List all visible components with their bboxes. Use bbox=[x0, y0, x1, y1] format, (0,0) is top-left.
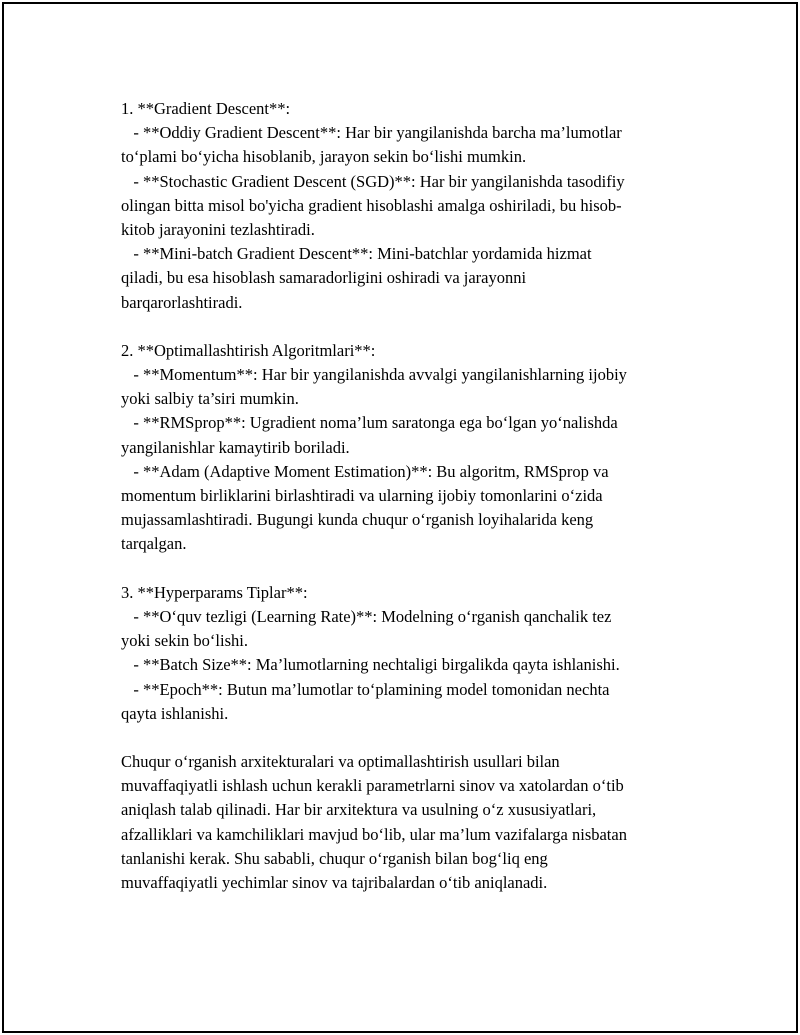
section-heading: 2. **Optimallashtirish Algoritmlari**: bbox=[121, 340, 376, 360]
text-line: yoki sekin bo‘lishi. bbox=[121, 631, 248, 651]
text-line: - **Momentum**: Har bir yangilanishda avvalgi yangilanishlarning ijobiy bbox=[121, 365, 627, 385]
text-line: qiladi, bu esa hisoblash samaradorligini oshiradi va jarayonni bbox=[121, 268, 527, 288]
text-line: - **Oddiy Gradient Descent**: Har bir yangilanishda barcha ma’lumotlar bbox=[121, 123, 622, 143]
text-line: olingan bitta misol bo'yicha gradient hisoblashi amalga oshiriladi, bu hisob- bbox=[121, 195, 622, 215]
text-line: momentum birliklarini birlashtiradi va ularning ijobiy tomonlarini o‘zida bbox=[121, 486, 603, 505]
text-line: afzalliklari va kamchiliklari mavjud bo‘lib, ular ma’lum vazifalarga nisbatan bbox=[121, 824, 627, 844]
text-line: - **O‘quv tezligi (Learning Rate)**: Modelning o‘rganish qanchalik tez bbox=[121, 606, 612, 626]
section-heading: 1. **Gradient Descent**: bbox=[121, 99, 291, 118]
text-line: tarqalgan. bbox=[121, 534, 187, 554]
text-line: - **Adam (Adaptive Moment Estimation)**: Bu algoritm, RMSprop va bbox=[121, 461, 609, 481]
text-line: yangilanishlar kamaytirib boriladi. bbox=[121, 437, 350, 457]
text-line: barqarorlashtiradi. bbox=[121, 292, 243, 312]
text-line: - **RMSprop**: Ugradient noma’lum saratonga ega bo‘lgan yo‘nalishda bbox=[121, 413, 618, 433]
paragraph-gap bbox=[121, 726, 696, 750]
text-line: aniqlash talab qilinadi. Har bir arxitektura va usulning o‘z xususiyatlari, bbox=[121, 800, 597, 820]
text-line: tanlanishi kerak. Shu sababli, chuqur o‘rganish bilan bog‘liq eng bbox=[121, 848, 548, 868]
text-line: - **Epoch**: Butun ma’lumotlar to‘plamining model tomonidan nechta bbox=[121, 679, 610, 699]
text-line: - **Stochastic Gradient Descent (SGD)**: Har bir yangilanishda tasodifiy bbox=[121, 171, 625, 191]
text-line: Chuqur o‘rganish arxitekturalari va optimallashtirish usullari bilan bbox=[121, 752, 560, 772]
document-body bbox=[121, 97, 696, 895]
paragraph-gap bbox=[121, 315, 696, 339]
text-line: muvaffaqiyatli ishlash uchun kerakli parametrlarni sinov va xatolardan o‘tib bbox=[121, 776, 624, 796]
text-line: - **Mini-batch Gradient Descent**: Mini-batchlar yordamida hizmat bbox=[121, 244, 592, 264]
section-conclusion bbox=[121, 750, 696, 895]
text-line: to‘plami bo‘yicha hisoblanib, jarayon sekin bo‘lishi mumkin. bbox=[121, 147, 527, 167]
section-hyperparams bbox=[121, 581, 696, 726]
section-optimization-algorithms bbox=[121, 339, 696, 557]
text-line: yoki salbiy ta’siri mumkin. bbox=[121, 389, 299, 409]
section-heading: 3. **Hyperparams Tiplar**: bbox=[121, 582, 308, 602]
text-line: muvaffaqiyatli yechimlar sinov va tajribalardan o‘tib aniqlanadi. bbox=[121, 873, 548, 892]
text-line: mujassamlashtiradi. Bugungi kunda chuqur o‘rganish loyihalarida keng bbox=[121, 510, 594, 530]
text-line: kitob jarayonini tezlashtiradi. bbox=[121, 219, 315, 239]
page-frame bbox=[2, 2, 798, 1033]
paragraph-gap bbox=[121, 557, 696, 581]
text-line: - **Batch Size**: Ma’lumotlarning nechtaligi birgalikda qayta ishlanishi. bbox=[121, 655, 620, 675]
text-line: qayta ishlanishi. bbox=[121, 703, 229, 723]
section-gradient-descent bbox=[121, 97, 696, 315]
